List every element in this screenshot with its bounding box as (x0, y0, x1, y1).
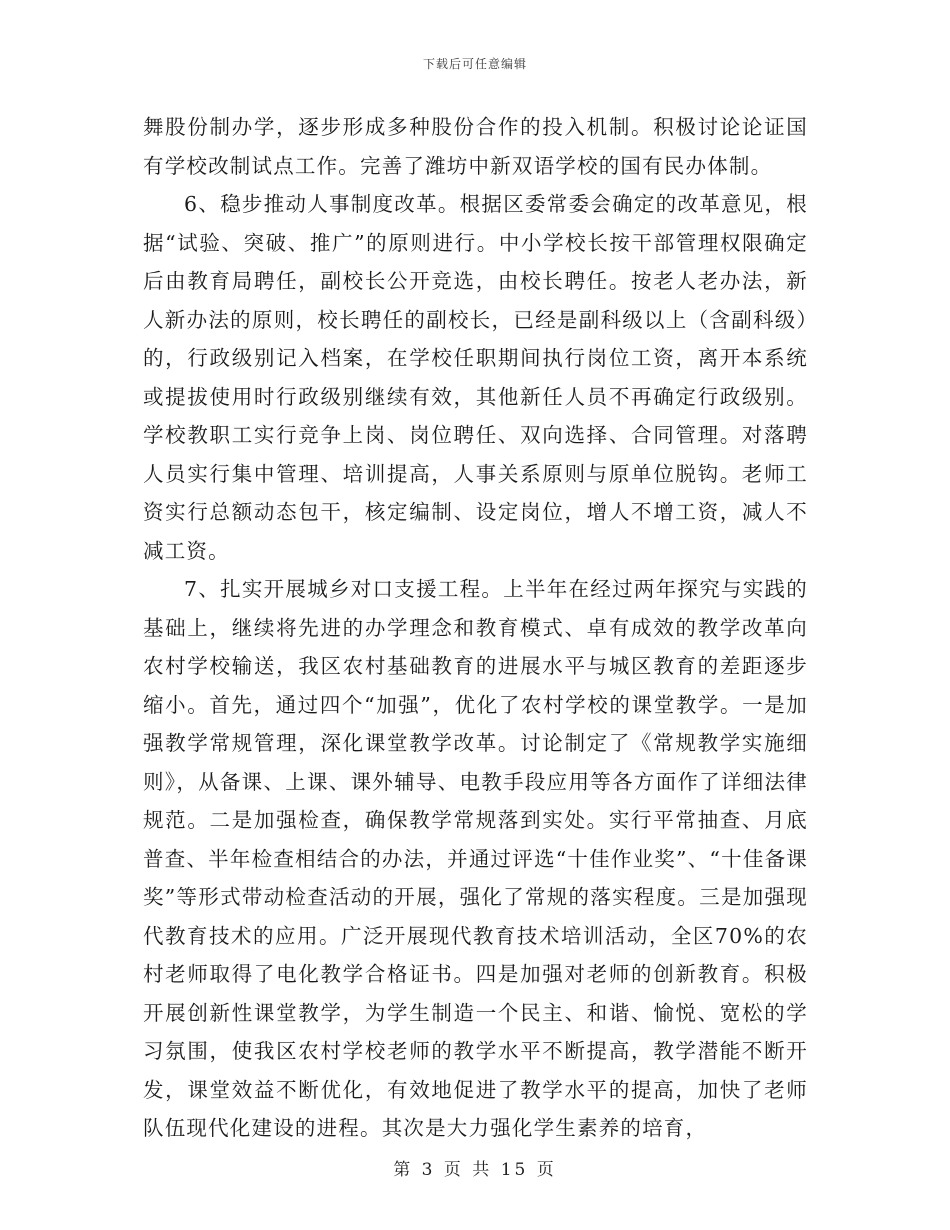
paragraph-item-6: 6、稳步推动人事制度改革。根据区委常委会确定的改革意见，根据“试验、突破、推广”的原则进行。中小学校长按干部管理权限确定后由教育局聘任，副校长公开竞选，由校长聘任。按老人老办法，新人新办法的原则，校长聘任的副校长，已经是副科级以上（含副科级）的，行政级别记入档案，在学校任职期间执行岗位工资，离开本系统或提拔使用时行政级别继续有效，其他新任人员不再确定行政级别。学校教职工实行竞争上岗、岗位聘任、双向选择、合同管理。对落聘人员实行集中管理、培训提高，人事关系原则与原单位脱钩。老师工资实行总额动态包干，核定编制、设定岗位，增人不增工资，减人不减工资。 (143, 192, 808, 563)
paragraph-continuation: 舞股份制办学，逐步形成多种股份合作的投入机制。积极讨论论证国有学校改制试点工作。完善了潍坊中新双语学校的国有民办体制。 (143, 115, 808, 178)
page-header: 下载后可任意编辑 (422, 57, 527, 71)
page-number-footer: 第 3 页 共 15 页 (393, 1160, 557, 1180)
paragraph-item-7: 7、扎实开展城乡对口支援工程。上半年在经过两年探究与实践的基础上，继续将先进的办学理念和教育模式、卓有成效的教学改革向农村学校输送，我区农村基础教育的进展水平与城区教育的差距逐步缩小。首先，通过四个“加强”，优化了农村学校的课堂教学。一是加强教学常规管理，深化课堂教学改革。讨论制定了《常规教学实施细则》，从备课、上课、课外辅导、电教手段应用等各方面作了详细法律规范。二是加强检查，确保教学常规落到实处。实行平常抽查、月底普查、半年检查相结合的办法，并通过评选“十佳作业奖”、“十佳备课奖”等形式带动检查活动的开展，强化了常规的落实程度。三是加强现代教育技术的应用。广泛开展现代教育技术培训活动，全区70%的农村老师取得了电化教学合格证书。四是加强对老师的创新教育。积极开展创新性课堂教学，为学生制造一个民主、和谐、愉悦、宽松的学习氛围，使我区农村学校老师的教学水平不断提高，教学潜能不断开发，课堂效益不断优化，有效地促进了教学水平的提高，加快了老师队伍现代化建设的进程。其次是大力强化学生素养的培育， (143, 577, 808, 1140)
document-body (143, 108, 808, 1148)
